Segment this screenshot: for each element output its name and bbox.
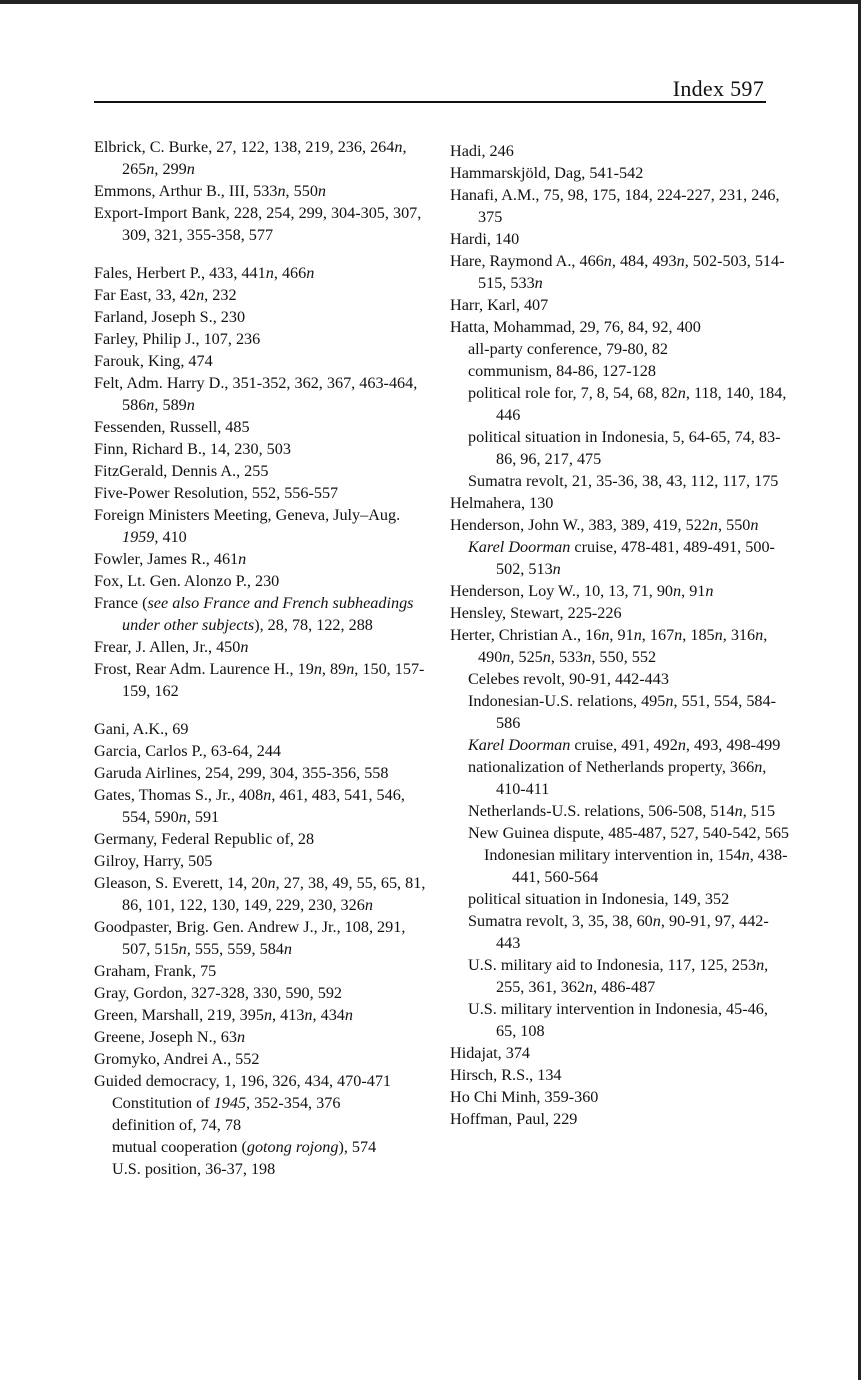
- index-entry: Hoffman, Paul, 229: [450, 1110, 578, 1128]
- index-entry: Fox, Lt. Gen. Alonzo P., 230: [94, 572, 280, 590]
- index-subentry: U.S. position, 36-37, 198: [112, 1160, 276, 1178]
- index-entry: Farouk, King, 474: [94, 352, 213, 370]
- index-entry: Goodpaster, Brig. Gen. Andrew J., Jr., 108, 291, 507, 515n, 555, 559, 584n: [94, 918, 406, 958]
- header-rule: [94, 101, 766, 103]
- index-entry: Hirsch, R.S., 134: [450, 1066, 562, 1084]
- index-entry: Hatta, Mohammad, 29, 76, 84, 92, 400: [450, 318, 701, 336]
- index-subentry: Constitution of 1945, 352-354, 376: [112, 1094, 341, 1112]
- index-subentry: Sumatra revolt, 3, 35, 38, 60n, 90-91, 97, 442-443: [468, 912, 769, 952]
- index-entry: Graham, Frank, 75: [94, 962, 217, 980]
- index-entry: Gromyko, Andrei A., 552: [94, 1050, 260, 1068]
- index-subentry: Sumatra revolt, 21, 35-36, 38, 43, 112, 117, 175: [468, 472, 779, 490]
- index-entry: Fales, Herbert P., 433, 441n, 466n: [94, 264, 315, 282]
- index-subentry: New Guinea dispute, 485-487, 527, 540-542, 565: [468, 824, 790, 842]
- index-entry: Hardi, 140: [450, 230, 520, 248]
- index-entry: Gates, Thomas S., Jr., 408n, 461, 483, 541, 546, 554, 590n, 591: [94, 786, 405, 826]
- running-header: [94, 74, 766, 102]
- index-entry: Gani, A.K., 69: [94, 720, 189, 738]
- index-entry: Hensley, Stewart, 225-226: [450, 604, 622, 622]
- index-column-right: [450, 140, 790, 1130]
- index-subentry: definition of, 74, 78: [112, 1116, 242, 1134]
- index-entry: Hanafi, A.M., 75, 98, 175, 184, 224-227, 231, 246, 375: [450, 186, 780, 226]
- index-subentry: all-party conference, 79-80, 82: [468, 340, 669, 358]
- index-entry: Helmahera, 130: [450, 494, 554, 512]
- index-entry: Emmons, Arthur B., III, 533n, 550n: [94, 182, 327, 200]
- index-entry: Five-Power Resolution, 552, 556-557: [94, 484, 339, 502]
- index-entry: Gray, Gordon, 327-328, 330, 590, 592: [94, 984, 343, 1002]
- header-title: Index 597: [672, 76, 764, 101]
- index-subentry: Karel Doorman cruise, 478-481, 489-491, 500-502, 513n: [468, 538, 775, 578]
- index-entry: Fowler, James R., 461n: [94, 550, 247, 568]
- index-subentry: Karel Doorman cruise, 491, 492n, 493, 498-499: [468, 736, 781, 754]
- index-entry: Henderson, Loy W., 10, 13, 71, 90n, 91n: [450, 582, 714, 600]
- index-subentry: U.S. military intervention in Indonesia, 45-46, 65, 108: [468, 1000, 768, 1040]
- index-subentry: communism, 84-86, 127-128: [468, 362, 656, 380]
- index-entry: Germany, Federal Republic of, 28: [94, 830, 315, 848]
- index-entry: Frear, J. Allen, Jr., 450n: [94, 638, 249, 656]
- index-subentry: Indonesian-U.S. relations, 495n, 551, 554, 584-586: [468, 692, 776, 732]
- index-entry: France (see also France and French subheadings under other subjects), 28, 78, 122, 288: [94, 594, 414, 634]
- index-subentry: mutual cooperation (gotong rojong), 574: [112, 1138, 377, 1156]
- index-entry: Felt, Adm. Harry D., 351-352, 362, 367, 463-464, 586n, 589n: [94, 374, 418, 414]
- index-entry: Greene, Joseph N., 63n: [94, 1028, 246, 1046]
- index-entry: FitzGerald, Dennis A., 255: [94, 462, 269, 480]
- index-entry: Herter, Christian A., 16n, 91n, 167n, 185n, 316n, 490n, 525n, 533n, 550, 552: [450, 626, 768, 666]
- index-column-left: [94, 136, 434, 1180]
- index-subentry: Netherlands-U.S. relations, 506-508, 514n, 515: [468, 802, 776, 820]
- index-entry: Garuda Airlines, 254, 299, 304, 355-356, 558: [94, 764, 389, 782]
- index-entry: Gleason, S. Everett, 14, 20n, 27, 38, 49, 55, 65, 81, 86, 101, 122, 130, 149, 229, 230, 326n: [94, 874, 426, 914]
- index-entry: Hidajat, 374: [450, 1044, 531, 1062]
- index-entry: Green, Marshall, 219, 395n, 413n, 434n: [94, 1006, 353, 1024]
- index-entry: Gilroy, Harry, 505: [94, 852, 213, 870]
- index-subentry: Indonesian military intervention in, 154n, 438-441, 560-564: [484, 846, 788, 886]
- index-entry: Ho Chi Minh, 359-360: [450, 1088, 599, 1106]
- index-entry: Hammarskjöld, Dag, 541-542: [450, 164, 644, 182]
- index-entry: Harr, Karl, 407: [450, 296, 549, 314]
- index-entry: Garcia, Carlos P., 63-64, 244: [94, 742, 282, 760]
- index-entry: Guided democracy, 1, 196, 326, 434, 470-471: [94, 1072, 392, 1090]
- index-entry: Hadi, 246: [450, 142, 514, 160]
- index-subentry: political role for, 7, 8, 54, 68, 82n, 118, 140, 184, 446: [468, 384, 787, 424]
- index-entry: Export-Import Bank, 228, 254, 299, 304-305, 307, 309, 321, 355-358, 577: [94, 204, 422, 244]
- index-subentry: Celebes revolt, 90-91, 442-443: [468, 670, 669, 688]
- index-entry: Henderson, John W., 383, 389, 419, 522n, 550n: [450, 516, 759, 534]
- index-subentry: political situation in Indonesia, 149, 352: [468, 890, 730, 908]
- index-entry: Frost, Rear Adm. Laurence H., 19n, 89n, 150, 157-159, 162: [94, 660, 425, 700]
- index-entry: Farley, Philip J., 107, 236: [94, 330, 261, 348]
- index-subentry: U.S. military aid to Indonesia, 117, 125, 253n, 255, 361, 362n, 486-487: [468, 956, 769, 996]
- index-entry: Foreign Ministers Meeting, Geneva, July–Aug. 1959, 410: [94, 506, 401, 546]
- index-entry: Hare, Raymond A., 466n, 484, 493n, 502-503, 514-515, 533n: [450, 252, 785, 292]
- index-entry: Far East, 33, 42n, 232: [94, 286, 237, 304]
- index-subentry: political situation in Indonesia, 5, 64-65, 74, 83-86, 96, 217, 475: [468, 428, 781, 468]
- page-top-edge: [0, 0, 861, 4]
- index-subentry: nationalization of Netherlands property, 366n, 410-411: [468, 758, 767, 798]
- index-entry: Farland, Joseph S., 230: [94, 308, 246, 326]
- index-entry: Finn, Richard B., 14, 230, 503: [94, 440, 291, 458]
- index-entry: Fessenden, Russell, 485: [94, 418, 250, 436]
- index-entry: Elbrick, C. Burke, 27, 122, 138, 219, 236, 264n, 265n, 299n: [94, 138, 407, 178]
